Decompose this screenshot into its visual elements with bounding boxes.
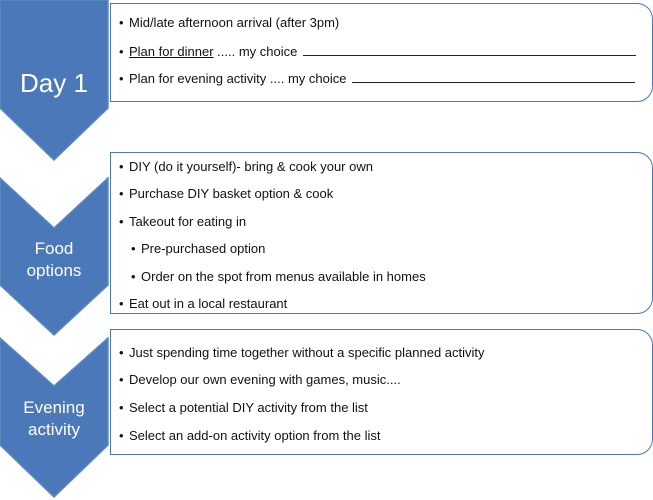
bullet-icon: • bbox=[119, 428, 124, 443]
title-line: Food bbox=[34, 239, 74, 258]
bullet-icon: • bbox=[119, 345, 124, 360]
fill-in-line[interactable] bbox=[303, 43, 636, 56]
list-item bbox=[119, 159, 373, 174]
list-item bbox=[119, 15, 339, 30]
item-text: Just spending time together without a specific planned activity bbox=[129, 345, 485, 360]
bullet-icon: • bbox=[131, 269, 136, 284]
title-line: Evening bbox=[23, 398, 85, 417]
list-item bbox=[119, 186, 333, 201]
item-text: Order on the spot from menus available in homes bbox=[141, 269, 426, 284]
item-text: Takeout for eating in bbox=[129, 214, 247, 229]
panel-food-options bbox=[110, 152, 653, 314]
fill-in-line[interactable] bbox=[352, 70, 635, 83]
bullet-icon: • bbox=[119, 214, 124, 229]
title-line: options bbox=[26, 261, 82, 280]
list-item bbox=[131, 269, 426, 284]
item-text: ..... my choice bbox=[213, 44, 298, 59]
item-text: Plan for evening activity .... my choice bbox=[129, 71, 347, 86]
section-title-day-1 bbox=[0, 68, 108, 98]
panel-day-1 bbox=[110, 3, 653, 102]
list-item bbox=[119, 70, 635, 86]
list-item bbox=[119, 296, 287, 311]
bullet-icon: • bbox=[119, 159, 124, 174]
bullet-icon: • bbox=[119, 296, 124, 311]
title-line: Day 1 bbox=[20, 68, 88, 98]
title-line: activity bbox=[28, 420, 80, 439]
bullet-icon: • bbox=[119, 372, 124, 387]
item-text: Select a potential DIY activity from the list bbox=[129, 400, 368, 415]
bullet-icon: • bbox=[119, 15, 124, 30]
item-text: Select an add-on activity option from the list bbox=[129, 428, 381, 443]
list-item bbox=[119, 214, 246, 229]
list-item bbox=[119, 43, 636, 59]
list-item bbox=[119, 400, 368, 415]
bullet-icon: • bbox=[119, 186, 124, 201]
item-text: Eat out in a local restaurant bbox=[129, 296, 288, 311]
item-text: Mid/late afternoon arrival (after 3pm) bbox=[129, 15, 340, 30]
item-text-underlined: Plan for dinner bbox=[129, 44, 214, 59]
list-item bbox=[119, 372, 401, 387]
section-title-food-options bbox=[0, 238, 108, 282]
item-text: Pre-purchased option bbox=[141, 241, 266, 256]
item-text: Purchase DIY basket option & cook bbox=[129, 186, 334, 201]
bullet-icon: • bbox=[119, 44, 124, 59]
list-item bbox=[131, 241, 265, 256]
bullet-icon: • bbox=[131, 241, 136, 256]
item-text: Develop our own evening with games, music.... bbox=[129, 372, 401, 387]
bullet-icon: • bbox=[119, 400, 124, 415]
item-text: DIY (do it yourself)- bring & cook your own bbox=[129, 159, 373, 174]
list-item bbox=[119, 345, 485, 360]
panel-evening-activity bbox=[110, 329, 653, 455]
list-item bbox=[119, 428, 380, 443]
section-title-evening-activity bbox=[0, 397, 108, 441]
bullet-icon: • bbox=[119, 71, 124, 86]
